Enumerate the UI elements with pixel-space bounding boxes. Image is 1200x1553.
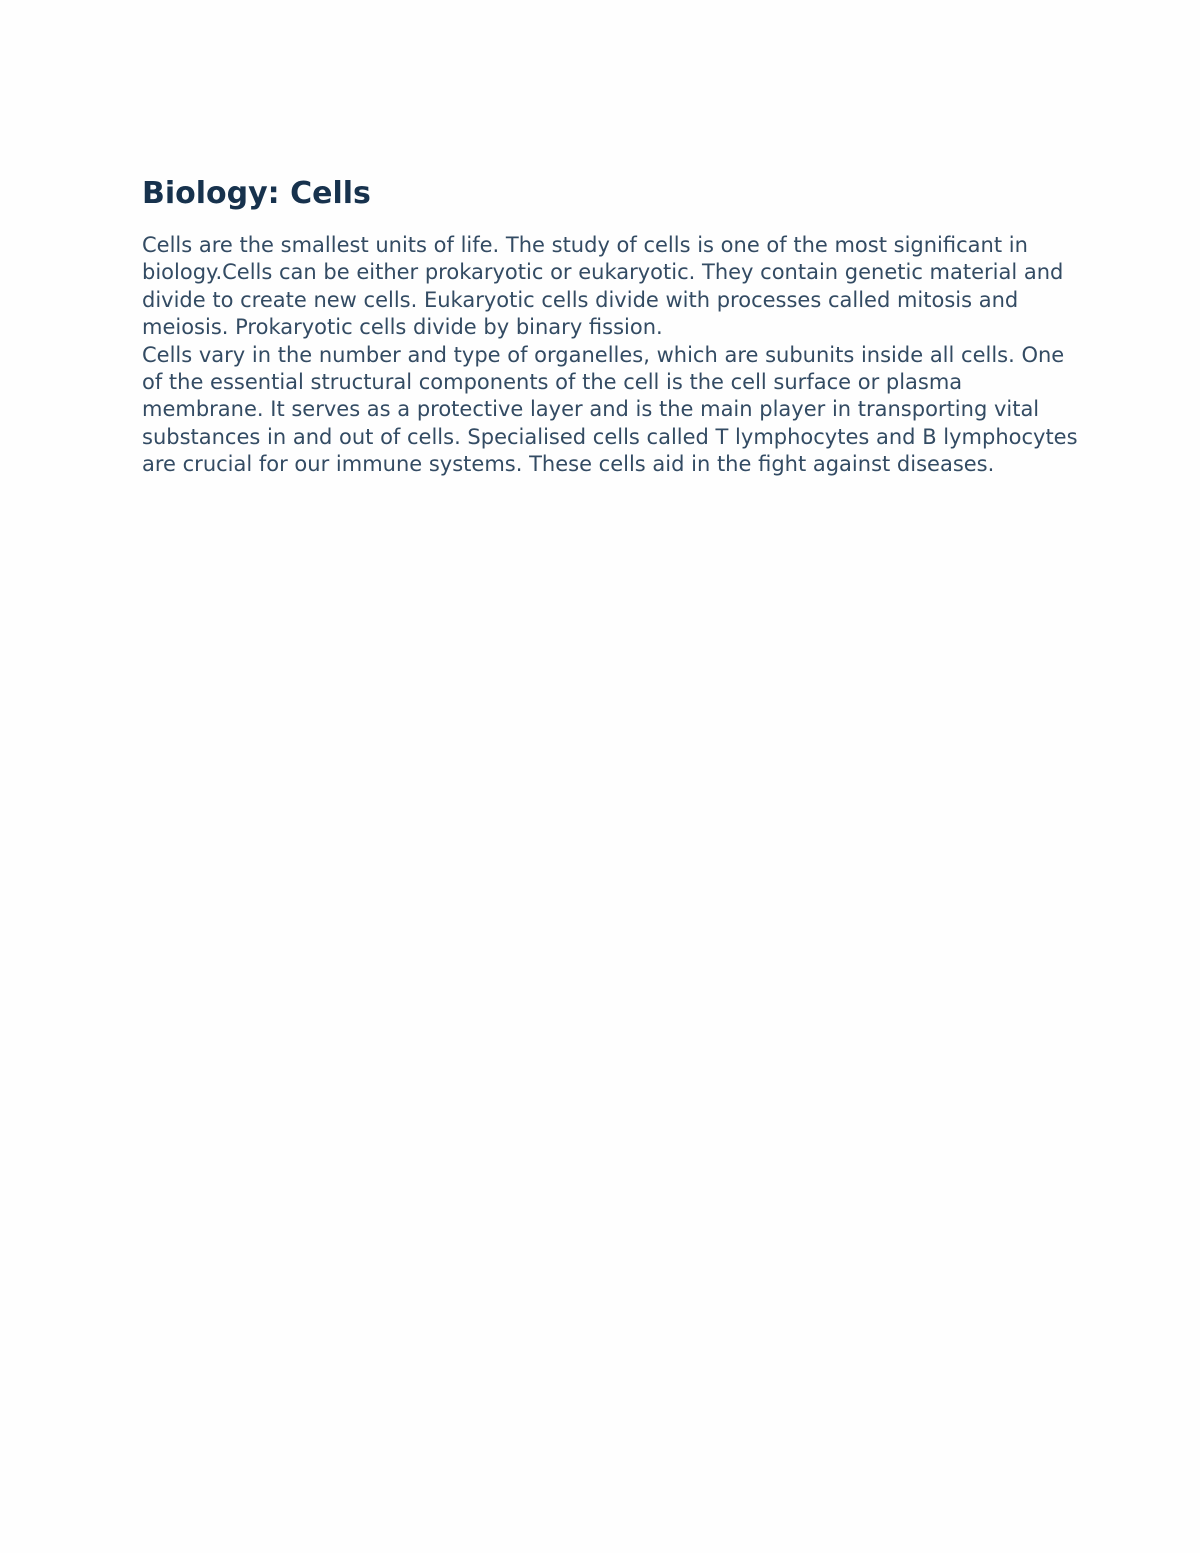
document-content — [142, 174, 1082, 479]
body-paragraph-1: Cells are the smallest units of life. The study of cells is one of the most significant in biology.Cells can be either prokaryotic or eukaryotic. They contain genetic material and divide to create new cells. Eukaryotic cells divide with processes called mitosis and meiosis. Prokaryotic cells divide by binary fission. — [142, 233, 1064, 340]
body-paragraph-2: Cells vary in the number and type of organelles, which are subunits inside all cells. One of the essential structural components of the cell is the cell surface or plasma membrane. It serves as a protective layer and is the main player in transporting vital substances in and out of cells. Specialised cells called T lymphocytes and B lymphocytes are crucial for our immune systems. These cells aid in the fight against diseases. — [142, 342, 1078, 477]
document-title: Biology: Cells — [142, 176, 371, 211]
